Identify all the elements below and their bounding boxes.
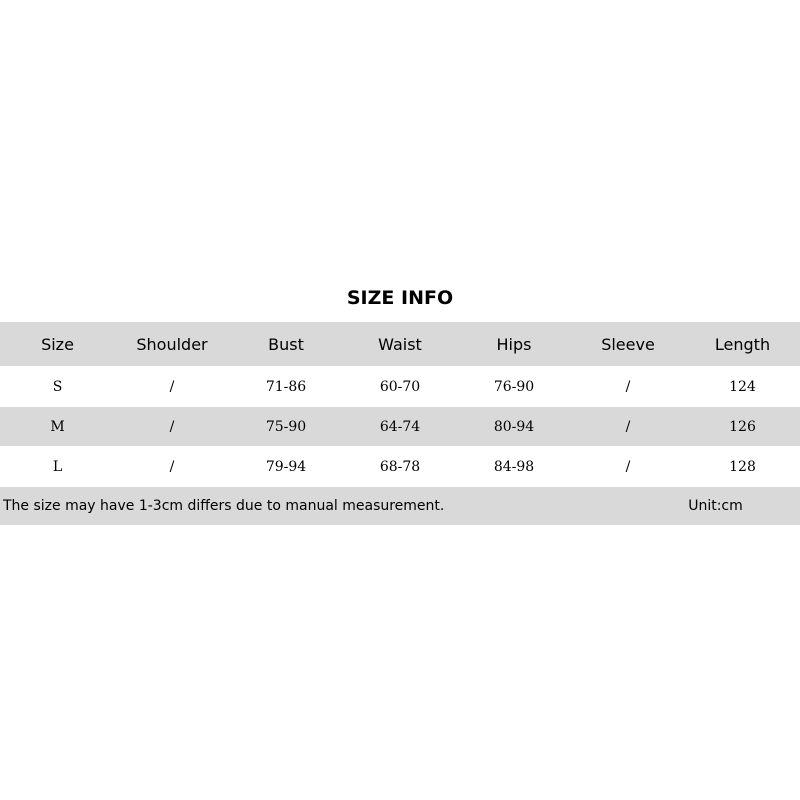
cell-hips: 76-90	[457, 367, 571, 407]
cell-bust: 71-86	[229, 367, 343, 407]
size-table	[0, 322, 800, 526]
cell-shoulder: /	[115, 447, 229, 487]
header-shoulder: Shoulder	[115, 322, 229, 367]
measurement-note: The size may have 1-3cm differs due to manual measurement.	[0, 487, 571, 526]
cell-waist: 60-70	[343, 367, 457, 407]
cell-waist: 68-78	[343, 447, 457, 487]
unit-label: Unit:cm	[571, 487, 800, 526]
table-row	[0, 367, 800, 407]
header-size: Size	[0, 322, 115, 367]
cell-size: S	[0, 367, 115, 407]
cell-shoulder: /	[115, 407, 229, 447]
cell-hips: 84-98	[457, 447, 571, 487]
cell-hips: 80-94	[457, 407, 571, 447]
cell-shoulder: /	[115, 367, 229, 407]
header-length: Length	[685, 322, 800, 367]
header-hips: Hips	[457, 322, 571, 367]
cell-waist: 64-74	[343, 407, 457, 447]
header-bust: Bust	[229, 322, 343, 367]
cell-length: 128	[685, 447, 800, 487]
cell-bust: 79-94	[229, 447, 343, 487]
cell-size: L	[0, 447, 115, 487]
cell-length: 126	[685, 407, 800, 447]
cell-sleeve: /	[571, 407, 685, 447]
header-waist: Waist	[343, 322, 457, 367]
table-row	[0, 407, 800, 447]
cell-length: 124	[685, 367, 800, 407]
page-title: SIZE INFO	[346, 287, 454, 309]
cell-sleeve: /	[571, 367, 685, 407]
table-footer-row	[0, 487, 800, 526]
cell-size: M	[0, 407, 115, 447]
cell-sleeve: /	[571, 447, 685, 487]
table-row	[0, 447, 800, 487]
header-sleeve: Sleeve	[571, 322, 685, 367]
table-header-row	[0, 322, 800, 367]
cell-bust: 75-90	[229, 407, 343, 447]
